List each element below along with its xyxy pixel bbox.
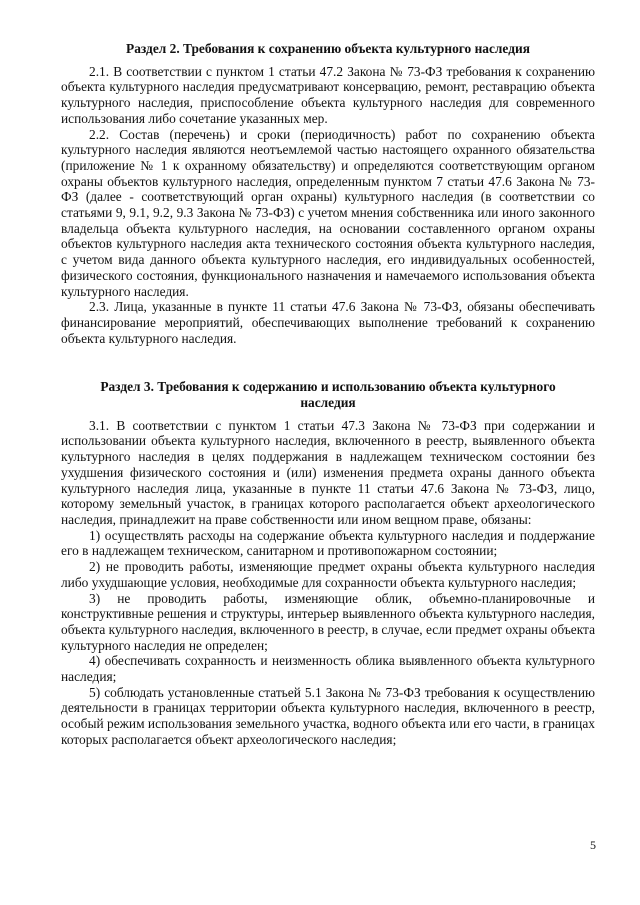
list-item-5: 5) соблюдать установленные статьей 5.1 Закона № 73-ФЗ требования к осуществлению деятельности в границах территории объекта культурного наследия, включенного в реестр, особый режим использования земельного участка, водного объекта или его части, в границах которых располагается объект археологического наследия; xyxy=(61,684,595,747)
list-item-2: 2) не проводить работы, изменяющие предмет охраны объекта культурного наследия либо ухудшающие условия, необходимые для сохранности объекта культурного наследия; xyxy=(61,559,595,590)
list-item-3: 3) не проводить работы, изменяющие облик, объемно-планировочные и конструктивные решения и структуры, интерьер выявленного объекта культурного наследия, объекта культурного наследия, включенного в реестр, в случае, если предмет охраны объекта культурного наследия не определен; xyxy=(61,590,596,653)
paragraph-2-3: 2.3. Лица, указанные в пункте 11 статьи 47.6 Закона № 73-ФЗ, обязаны обеспечивать финансирование мероприятий, обеспечивающих выполнение требований к сохранению объекта культурного наследия. xyxy=(61,299,595,346)
section-3-heading-line-1: Раздел 3. Требования к содержанию и использованию объекта культурного xyxy=(100,379,556,395)
list-item-1: 1) осуществлять расходы на содержание объекта культурного наследия и поддержание его в надлежащем техническом, санитарном и противопожарном состоянии; xyxy=(61,527,595,559)
paragraph-3-1: 3.1. В соответствии с пунктом 1 статьи 47.3 Закона № 73-ФЗ при содержании и использовании объекта культурного наследия, включенного в реестр, выявленного объекта культурного наследия в целях поддержания в надлежащем техническом состоянии без ухудшения физического состояния и (или) изменения предмета охраны данного объекта культурного наследия лица, указанные в пункте 11 статьи 47.6 Закона № 73-ФЗ, лицо, которому земельный участок, в границах которого располагается объект археологического наследия, принадлежит на праве собственности или ином вещном праве, обязаны: xyxy=(61,417,595,527)
section-3-heading xyxy=(61,379,595,410)
list-item-4: 4) обеспечивать сохранность и неизменность облика выявленного объекта культурного наследия; xyxy=(61,653,595,685)
page-number: 5 xyxy=(590,838,596,852)
document-content xyxy=(61,41,595,748)
paragraph-2-1: 2.1. В соответствии с пунктом 1 статьи 47.2 Закона № 73-ФЗ требования к сохранению объекта культурного наследия предусматривают консервацию, ремонт, реставрацию объекта культурного наследия, приспособление объекта культурного наследия для современного использования либо сочетание указанных мер. xyxy=(61,63,595,126)
section-3-heading-line-2: наследия xyxy=(300,395,356,411)
section-2-heading: Раздел 2. Требования к сохранению объекта культурного наследия xyxy=(126,41,530,56)
paragraph-2-2: 2.2. Состав (перечень) и сроки (периодичность) работ по сохранению объекта культурного наследия являются неотъемлемой частью настоящего охранного обязательства (приложение № 1 к охранному обязательству) и определяются соответствующим органом охраны объектов культурного наследия, определенным пунктом 7 статьи 47.6 Закона № 73-ФЗ (далее - соответствующий орган охраны) культурного наследия (в соответствии со статьями 9, 9.1, 9.2, 9.3 Закона № 73-ФЗ) с учетом мнения собственника или иного законного владельца объекта культурного наследия, на основании составленного органом охраны объектов культурного наследия акта технического состояния объекта культурного наследия, с учетом вида данного объекта культурного наследия, его индивидуальных особенностей, физического состояния, функционального назначения и намечаемого использования объекта культурного наследия. xyxy=(61,126,595,299)
